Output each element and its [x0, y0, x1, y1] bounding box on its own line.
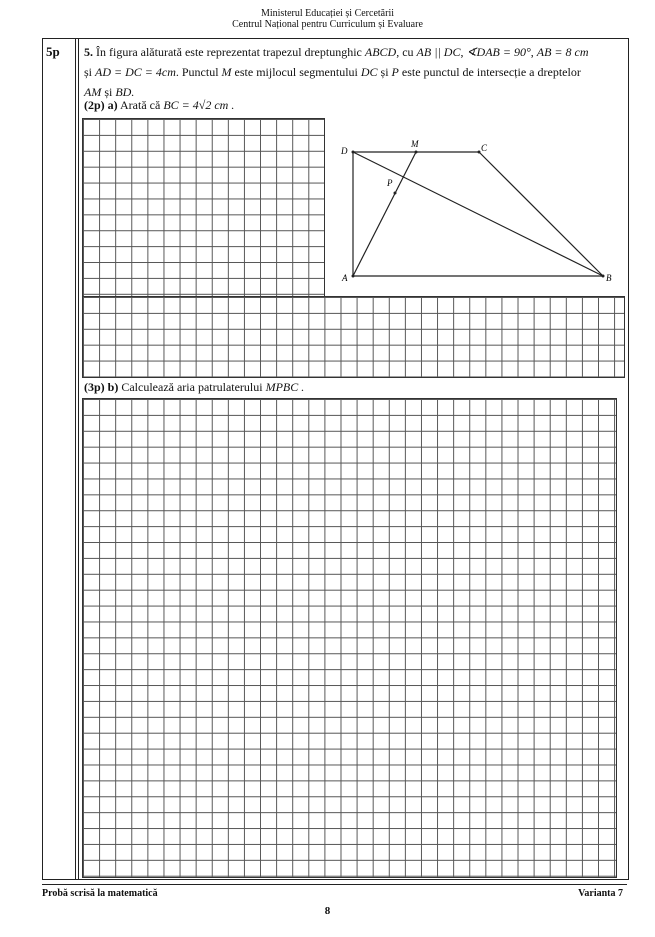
problem-cu: , cu	[396, 45, 414, 59]
label-m: M	[411, 139, 419, 149]
problem-si: și	[84, 65, 93, 79]
part-b-text: Calculează aria patrulaterului	[121, 380, 263, 394]
answer-grid-a-left[interactable]	[82, 118, 325, 298]
label-b: B	[606, 273, 612, 283]
part-a-letter: a)	[107, 98, 118, 112]
part-a-text: Arată că	[120, 98, 161, 112]
header-line-1: Ministerul Educației și Cercetării	[260, 8, 394, 19]
segment-am	[353, 152, 416, 276]
problem-text-1: În figura alăturată este reprezentat trapezul dreptunghic	[96, 45, 362, 59]
label-p: P	[387, 178, 393, 188]
segment-bd	[353, 152, 603, 276]
column-divider	[78, 39, 79, 879]
segment-cb	[479, 152, 603, 276]
label-d: D	[341, 146, 348, 156]
problem-dc: DC	[360, 65, 378, 79]
part-b-heading	[84, 380, 304, 395]
answer-grid-a-bottom[interactable]	[82, 296, 625, 378]
problem-si-3: și	[104, 85, 113, 99]
exam-frame	[42, 38, 629, 880]
part-b-letter: b)	[107, 380, 119, 394]
problem-bd: BD.	[115, 85, 135, 99]
part-b-expr: MPBC .	[265, 380, 305, 394]
problem-text-4: este punctul de intersecție a dreptelor	[401, 65, 581, 79]
part-b-points: (3p)	[84, 380, 105, 394]
answer-grid-b[interactable]	[82, 398, 617, 878]
problem-cond-4: AD = DC = 4cm	[95, 65, 176, 79]
header-line-2: Centrul Național pentru Curriculum și Evaluare	[232, 19, 423, 30]
label-a: A	[342, 273, 348, 283]
footer-divider	[42, 884, 627, 885]
part-a-expr: BC = 4√2 cm .	[163, 98, 235, 112]
problem-text-2: . Punctul	[175, 65, 219, 79]
problem-si-2: și	[380, 65, 389, 79]
footer-variant: Varianta 7	[578, 888, 623, 899]
problem-p: P	[391, 65, 399, 79]
problem-abcd: ABCD	[364, 45, 397, 59]
page-number: 8	[324, 905, 331, 917]
problem-text-3: este mijlocul segmentului	[234, 65, 358, 79]
page-header	[0, 8, 655, 30]
problem-cond-1: AB || DC	[416, 45, 461, 59]
problem-cond-2: ∢DAB = 90°	[466, 45, 531, 59]
problem-cond-3: AB = 8 cm	[536, 45, 589, 59]
score-column	[43, 39, 76, 879]
problem-m: M	[221, 65, 232, 79]
score-value: 5p	[46, 44, 60, 59]
label-c: C	[481, 143, 488, 153]
part-a-heading	[84, 98, 234, 113]
problem-statement: 5. În figura alăturată este reprezentat trapezul dreptunghic ABCD, cu AB || DC, ∢DAB = 90°, AB = 8 cm și AD = DC = 4cm. Punctul M este mijlocul segmentului DC și P este punctul de intersecție a dreptelor AM și BD.	[84, 45, 589, 99]
footer-subject: Probă scrisă la matematică	[42, 888, 158, 899]
problem-number: 5.	[84, 45, 93, 59]
trapezoid-figure	[335, 134, 615, 289]
part-a-points: (2p)	[84, 98, 105, 112]
problem-am: AM	[84, 85, 102, 99]
